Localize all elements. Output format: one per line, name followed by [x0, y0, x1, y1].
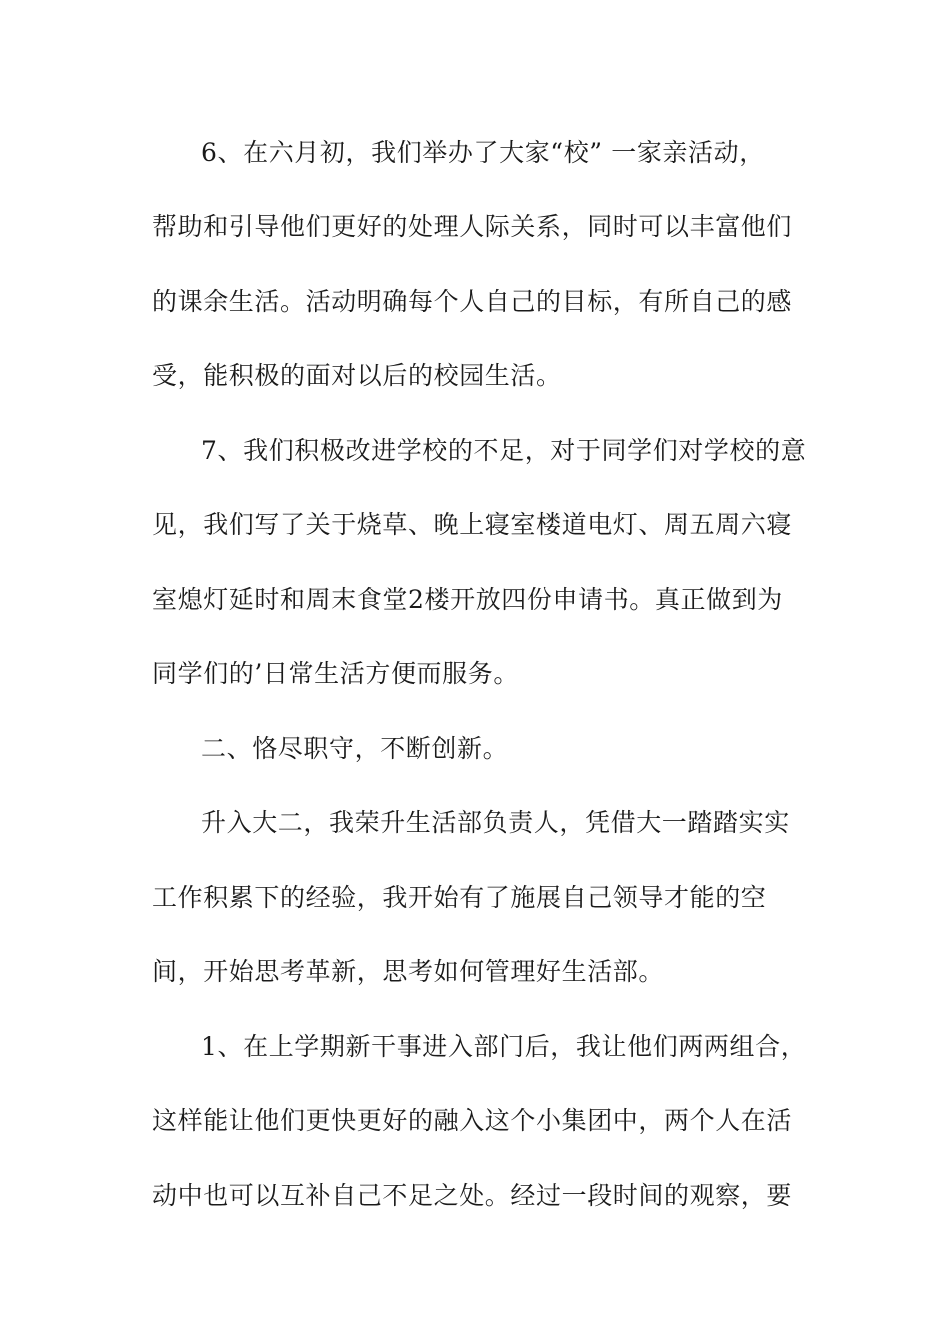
paragraph-line: 的课余生活。活动明确每个人自己的目标，有所自己的感: [152, 287, 793, 316]
paragraph-line: 室熄灯延时和周末食堂2楼开放四份申请书。真正做到为: [152, 585, 783, 614]
paragraph-line: 7、我们积极改进学校的不足，对于同学们对学校的意: [201, 436, 807, 465]
paragraph-line: 间，开始思考革新，思考如何管理好生活部。: [152, 957, 665, 986]
paragraph-line: 工作积累下的经验，我开始有了施展自己领导才能的空: [152, 883, 767, 912]
paragraph-line: 同学们的’日常生活方便而服务。: [152, 659, 519, 688]
paragraph-line: 升入大二，我荣升生活部负责人，凭借大一踏踏实实: [201, 808, 790, 837]
paragraph-line: 帮助和引导他们更好的处理人际关系，同时可以丰富他们: [152, 212, 793, 241]
paragraph-line: 1、在上学期新干事进入部门后，我让他们两两组合，: [201, 1032, 807, 1061]
paragraph-line: 见，我们写了关于烧草、晚上寝室楼道电灯、周五周六寝: [152, 510, 793, 539]
paragraph-line: 这样能让他们更快更好的融入这个小集团中，两个人在活: [152, 1106, 793, 1135]
section-heading: 二、恪尽职守，不断创新。: [201, 734, 509, 763]
paragraph-line: 动中也可以互补自己不足之处。经过一段时间的观察，要: [152, 1181, 793, 1210]
paragraph-line: 受，能积极的面对以后的校园生活。: [152, 361, 562, 390]
paragraph-line: 6、在六月初，我们举办了大家“校” 一家亲活动，: [201, 138, 765, 167]
